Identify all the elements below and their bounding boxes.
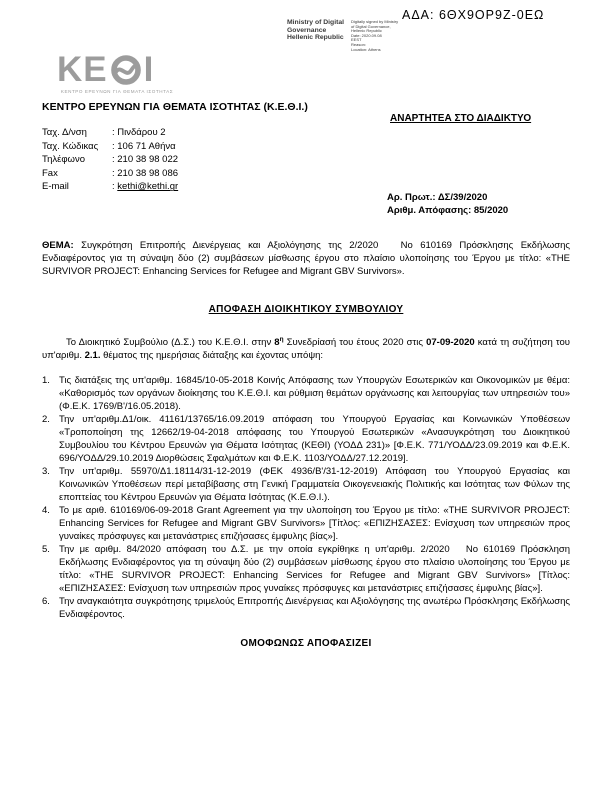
digital-signature-stamp	[287, 19, 407, 52]
email-link[interactable]: kethi@kethi.gr	[117, 181, 179, 193]
list-item: 2. Την υπ'αριθμ.Δ1/οικ. 41161/13765/16.09.2019 απόφαση του Υπουργού Εργασίας και Κοινωνικών Υποθέσεων «Τροποποίηση της 12662/19-04-2018 απόφασης του Υπουργού Εσωτερικών «Ανασυγκρότηση του Διοικητικού Συμβουλίου του Κέντρου Ερευνών για Θέματα Ισότητας (ΚΕΘΙ) (ΥΟΔΔ 231)» [Φ.Ε.Κ. 771/ΥΟΔΔ/23.09.2019 και Φ.Ε.Κ. 696/ΥΟΔΔ/29.10.2019 Διορθώσεις Σφαλμάτων και Φ.Ε.Κ. 1103/ΥΟΔΔ/27.12.2019].	[42, 414, 570, 465]
org-title: ΚΕΝΤΡΟ ΕΡΕΥΝΩΝ ΓΙΑ ΘΕΜΑΤΑ ΙΣΟΤΗΤΑΣ (Κ.Ε.Θ.Ι.)	[42, 101, 308, 113]
theta-yin-yang-icon	[110, 54, 142, 86]
list-item: 4. Το με αριθ. 610169/06-09-2018 Grant Agreement για την υλοποίηση του Έργου με τίτλο: «THE SURVIVOR PROJECT: Enhancing Services for Refugee and Migrant GBV Survivors» [Τίτλος: «ΕΠΙΖΗΣΑΣΕΣ: Ενίσχυση των υπηρεσιών προς γυναίκες πρόσφυγες και μετανάστριες επιζήσασες έμφυλης βίας»].	[42, 505, 570, 543]
web-posting-label: ΑΝΑΡΤΗΤΕΑ ΣΤΟ ΔΙΑΔΙΚΤΥΟ	[390, 113, 532, 124]
session-date: 07-09-2020	[426, 337, 475, 349]
list-item: 5. Την με αριθμ. 84/2020 απόφαση του Δ.Σ. με την οποία εγκρίθηκε η υπ'αριθμ. 2/2020 Νο 610169 Πρόσκληση Εκδήλωσης Ενδιαφέροντος για τη σύναψη δύο (2) συμβάσεων μίσθωσης έργου στο πλαίσιο υλοποίησης του Έργου με τίτλο: «THE SURVIVOR PROJECT: Enhancing Services for Refugee and Migrant GBV Survivors» [Τίτλος: «ΕΠΙΖΗΣΑΣΕΣ: Ενίσχυση των υπηρεσιών προς γυναίκες πρόσφυγες και μετανάστριες επιζήσασες έμφυλης βίας»].	[42, 544, 570, 595]
decision-title: ΑΠΟΦΑΣΗ ΔΙΟΙΚΗΤΙΚΟΥ ΣΥΜΒΟΥΛΙΟΥ	[208, 304, 404, 315]
kethi-logo-caption: ΚΕΝΤΡΟ ΕΡΕΥΝΩΝ ΓΙΑ ΘΕΜΑΤΑ ΙΣΟΤΗΤΑΣ	[60, 89, 174, 94]
contact-block	[42, 126, 178, 194]
decision-number: Αριθμ. Απόφασης: 85/2020	[387, 205, 509, 216]
subject-text: Συγκρότηση Επιτροπής Διενέργειας και Αξιολόγησης της 2/2020 Νο 610169 Πρόσκλησης Εκδήλωσης Ενδιαφέροντος για τη σύναψη δύο (2) συμβάσεων μίσθωσης έργου στο πλαίσιο υλοποίησης του Έργου με τίτλο: «THE SURVIVOR PROJECT: Enhancing Services for Refugee and Migrant GBV Survivors».	[42, 240, 570, 277]
list-item: 6. Την αναγκαιότητα συγκρότησης τριμελούς Επιτροπής Διενέργειας και Αξιολόγησης της ανωτέρω Πρόσκλησης Εκδήλωσης Ενδιαφέροντος.	[42, 596, 570, 621]
ada-code: ΑΔΑ: 6ΘΧ9ΟΡ9Ζ-0ΕΩ	[402, 8, 545, 22]
considerations-list	[42, 374, 570, 621]
contact-row-fax: Fax : 210 38 98 086	[42, 167, 179, 179]
reference-block	[387, 191, 508, 217]
contact-row-email: E-mail : kethi@kethi.gr	[42, 181, 179, 193]
subject-label: ΘΕΜΑ:	[42, 240, 74, 251]
contact-row-postcode: Ταχ. Κώδικας : 106 71 Αθήνα	[42, 140, 176, 152]
preamble-paragraph: Το Διοικητικό Συμβούλιο (Δ.Σ.) του Κ.Ε.Θ.Ι. στην $8^\eta$ Συνεδρίασή του έτους 2020 στις 07-09-2020 κατά τη συζήτηση του υπ'αριθμ. 2.1. θέματος της ημερήσιας διάταξης και έχοντας υπόψη:	[42, 336, 570, 362]
closing-statement: ΟΜΟΦΩΝΩΣ ΑΠΟΦΑΣΙΖΕΙ	[240, 638, 372, 650]
ministry-name: Ministry of Digital Governance Hellenic Republic	[287, 19, 345, 42]
agenda-item-number: 2.1.	[84, 350, 101, 362]
list-item: 3. Την υπ'αριθμ. 55970/Δ1.18114/31-12-2019 (ΦΕΚ 4936/Β'/31-12-2019) Απόφαση του Υπουργού Εργασίας και Κοινωνικών Υποθέσεων περί μεταβίβασης στη Γενική Γραμματεία Οικογενειακής Πολιτικής και Ισότητας των Φύλων της εποπτείας του Κέντρου Ερευνών για Θέματα Ισότητας (Κ.Ε.Θ.Ι.).	[42, 466, 570, 504]
kethi-logo	[57, 52, 179, 94]
subject-paragraph	[42, 239, 570, 278]
signature-details: Digitally signed by Ministry of Digital Governance, Hellenic Republic Date: 2020.09.08 EEST Reason: Location: Athens	[351, 19, 399, 52]
list-item: 1. Τις διατάξεις της υπ'αριθμ. 16845/10-05-2018 Κοινής Απόφασης των Υπουργών Εσωτερικών και Οικονομικών με θέμα: «Καθορισμός των οργάνων διοίκησης του Κ.Ε.Θ.Ι. και ρύθμιση θεμάτων οργάνωσης και λειτουργίας των υπηρεσιών του» (Φ.Ε.Κ. 1769/Β'/16.05.2018).	[42, 375, 570, 413]
contact-row-phone: Τηλέφωνο : 210 38 98 022	[42, 154, 179, 166]
protocol-number: Αρ. Πρωτ.: ΔΣ/39/2020	[387, 192, 488, 203]
kethi-logo-letters: ΚΕ Ι	[57, 50, 155, 89]
contact-row-address: Ταχ. Δ/νση : Πινδάρου 2	[42, 127, 166, 138]
document-body	[42, 239, 570, 650]
